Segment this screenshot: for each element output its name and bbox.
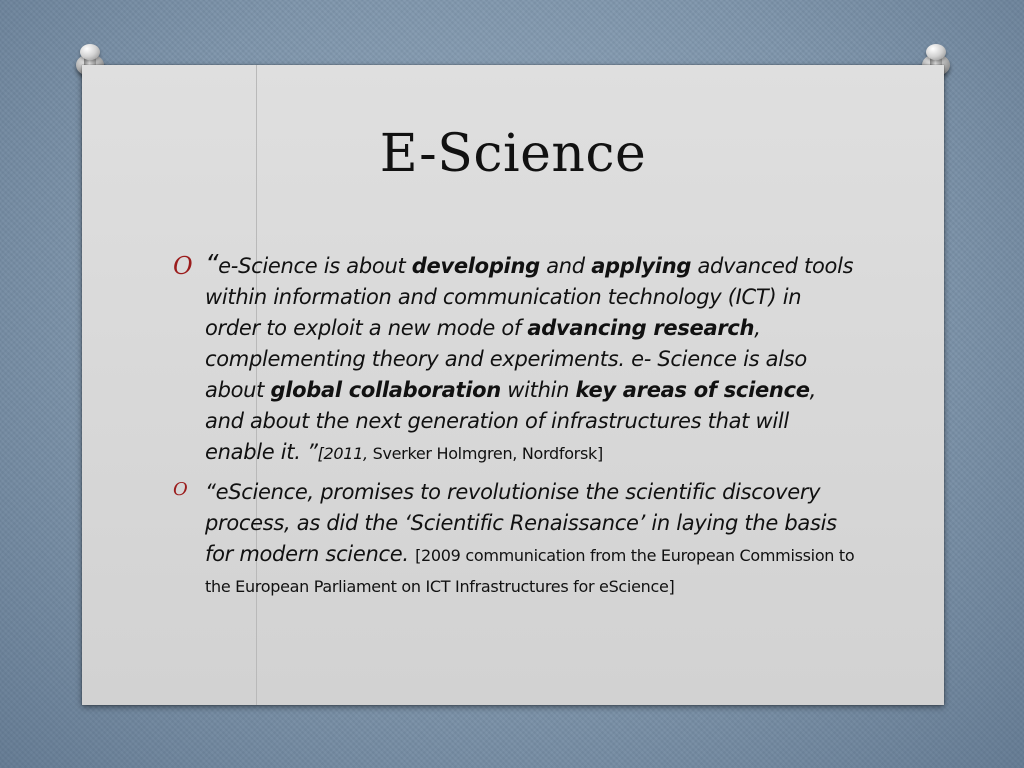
bullet-marker-1: O <box>173 252 193 280</box>
citation-source: Sverker Holmgren, Nordforsk] <box>372 444 603 463</box>
slide-title: E-Science <box>379 124 647 184</box>
bold-segment: applying <box>591 254 692 278</box>
text-segment: e-Science is about <box>218 254 412 278</box>
quote-segment: “eScience, promises to revolutionise the scientific discovery process, as did the ‘Scientific Renaissance’ in laying the basis for modern science. <box>205 480 837 566</box>
citation-source: [2009 communication from the European Commission to the European Parliament on ICT Infrastructures for eScience] <box>205 546 855 596</box>
text-segment: , and about the next generation of infrastructures that will enable it. ” <box>205 378 817 464</box>
bullet-marker-2: O <box>173 479 188 500</box>
open-quote-mark: “ <box>205 250 219 280</box>
bold-segment: developing <box>411 254 540 278</box>
bullet-1-text <box>205 250 854 464</box>
bold-segment: key areas of science <box>575 378 810 402</box>
text-segment: within <box>500 378 576 402</box>
bold-segment: global collaboration <box>270 378 501 402</box>
text-segment: and <box>539 254 592 278</box>
bullet-item-2 <box>173 477 855 601</box>
bullet-2-text <box>205 480 854 597</box>
text-segment: , complementing theory and experiments. e- Science is also about <box>205 316 807 402</box>
citation-year: [2011, <box>317 444 373 463</box>
bullet-item-1 <box>173 250 855 469</box>
text-segment: advanced tools within information and communication technology (ICT) in order to exploit a new mode of <box>205 254 854 340</box>
slide-content <box>173 250 855 601</box>
bold-segment: advancing research <box>527 316 755 340</box>
